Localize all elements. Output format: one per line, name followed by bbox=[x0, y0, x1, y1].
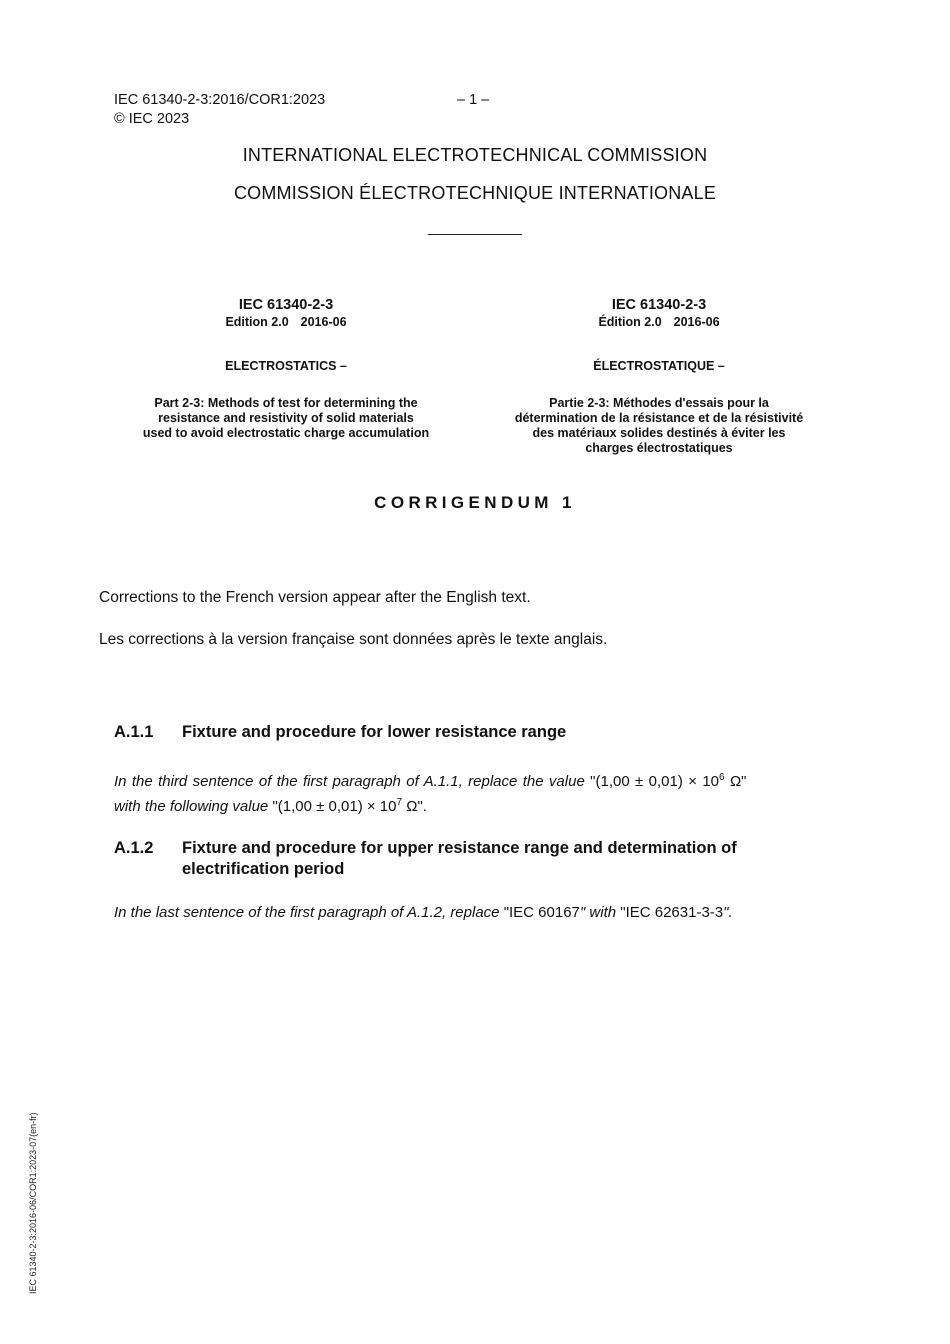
instruction-text: In the third sentence of the first paragraph of A.1.1, replace the value bbox=[114, 773, 591, 790]
standard-number-en: IEC 61340-2-3 bbox=[238, 297, 334, 313]
section-body-a12 bbox=[114, 902, 874, 923]
edition-en bbox=[110, 314, 462, 330]
section-title: Fixture and procedure for lower resistance range bbox=[182, 723, 567, 741]
edition-fr bbox=[483, 314, 835, 330]
part-title-fr bbox=[483, 396, 835, 456]
part-line: resistance and resistivity of solid materials bbox=[158, 411, 414, 425]
part-title-en bbox=[110, 396, 462, 441]
section-title-line2: electrification period bbox=[182, 860, 345, 878]
section-heading-a11 bbox=[114, 722, 566, 743]
exponent: 6 bbox=[719, 772, 725, 783]
document-reference: IEC 61340-2-3:2016/COR1:2023 bbox=[114, 92, 326, 108]
instruction-text: In the last sentence of the first paragraph of A.1.2, replace bbox=[114, 904, 504, 921]
exponent: 7 bbox=[396, 797, 403, 808]
french-column bbox=[483, 297, 835, 456]
value-text: "(1,00 ± 0,01) × 10 bbox=[590, 773, 720, 790]
part-line: charges électrostatiques bbox=[585, 441, 733, 455]
english-column bbox=[110, 297, 462, 441]
edition-label-en: Edition 2.0 bbox=[225, 315, 289, 329]
copyright-notice: © IEC 2023 bbox=[114, 111, 190, 127]
section-heading-a12 bbox=[114, 838, 737, 880]
part-line: détermination de la résistance et de la résistivité bbox=[514, 411, 804, 425]
part-line: des matériaux solides destinés à éviter les bbox=[532, 426, 786, 440]
section-number: A.1.1 bbox=[114, 723, 154, 741]
instruction-text: with the following value bbox=[114, 798, 273, 815]
edition-date-fr: 2016-06 bbox=[673, 315, 720, 329]
unit-text: Ω" bbox=[724, 773, 747, 790]
new-reference: "IEC 62631-3-3 bbox=[620, 904, 724, 921]
page-number: – 1 – bbox=[457, 92, 490, 108]
standard-number-fr: IEC 61340-2-3 bbox=[611, 297, 707, 313]
edition-date-en: 2016-06 bbox=[300, 315, 347, 329]
section-title-line1: Fixture and procedure for upper resistance range and determination of bbox=[182, 839, 737, 857]
part-line: Partie 2-3: Méthodes d'essais pour la bbox=[549, 396, 769, 410]
section-number: A.1.2 bbox=[114, 839, 154, 857]
edition-label-fr: Édition 2.0 bbox=[598, 315, 662, 329]
instruction-text: " with bbox=[579, 904, 621, 921]
section-body-a11 bbox=[114, 767, 854, 817]
organization-name-en: INTERNATIONAL ELECTROTECHNICAL COMMISSION bbox=[242, 145, 708, 165]
value-text: "(1,00 ± 0,01) × 10 bbox=[272, 798, 397, 815]
instruction-text: ". bbox=[723, 904, 733, 921]
corrigendum-title: CORRIGENDUM 1 bbox=[374, 493, 576, 512]
title-en: ELECTROSTATICS – bbox=[225, 359, 347, 373]
part-line: Part 2-3: Methods of test for determining the bbox=[154, 396, 418, 410]
title-fr: ÉLECTROSTATIQUE – bbox=[593, 359, 725, 373]
intro-fr: Les corrections à la version française sont données après le texte anglais. bbox=[99, 631, 608, 648]
old-reference: "IEC 60167 bbox=[503, 904, 580, 921]
separator-line: ___________ bbox=[428, 219, 522, 236]
vertical-document-reference: IEC 61340-2-3:2016-06/COR1:2023-07(en-fr) bbox=[28, 1112, 38, 1294]
intro-en: Corrections to the French version appear after the English text. bbox=[99, 589, 531, 606]
organization-name-fr: COMMISSION ÉLECTROTECHNIQUE INTERNATIONALE bbox=[233, 183, 717, 203]
unit-text: Ω". bbox=[402, 798, 427, 815]
part-line: used to avoid electrostatic charge accumulation bbox=[142, 426, 430, 440]
